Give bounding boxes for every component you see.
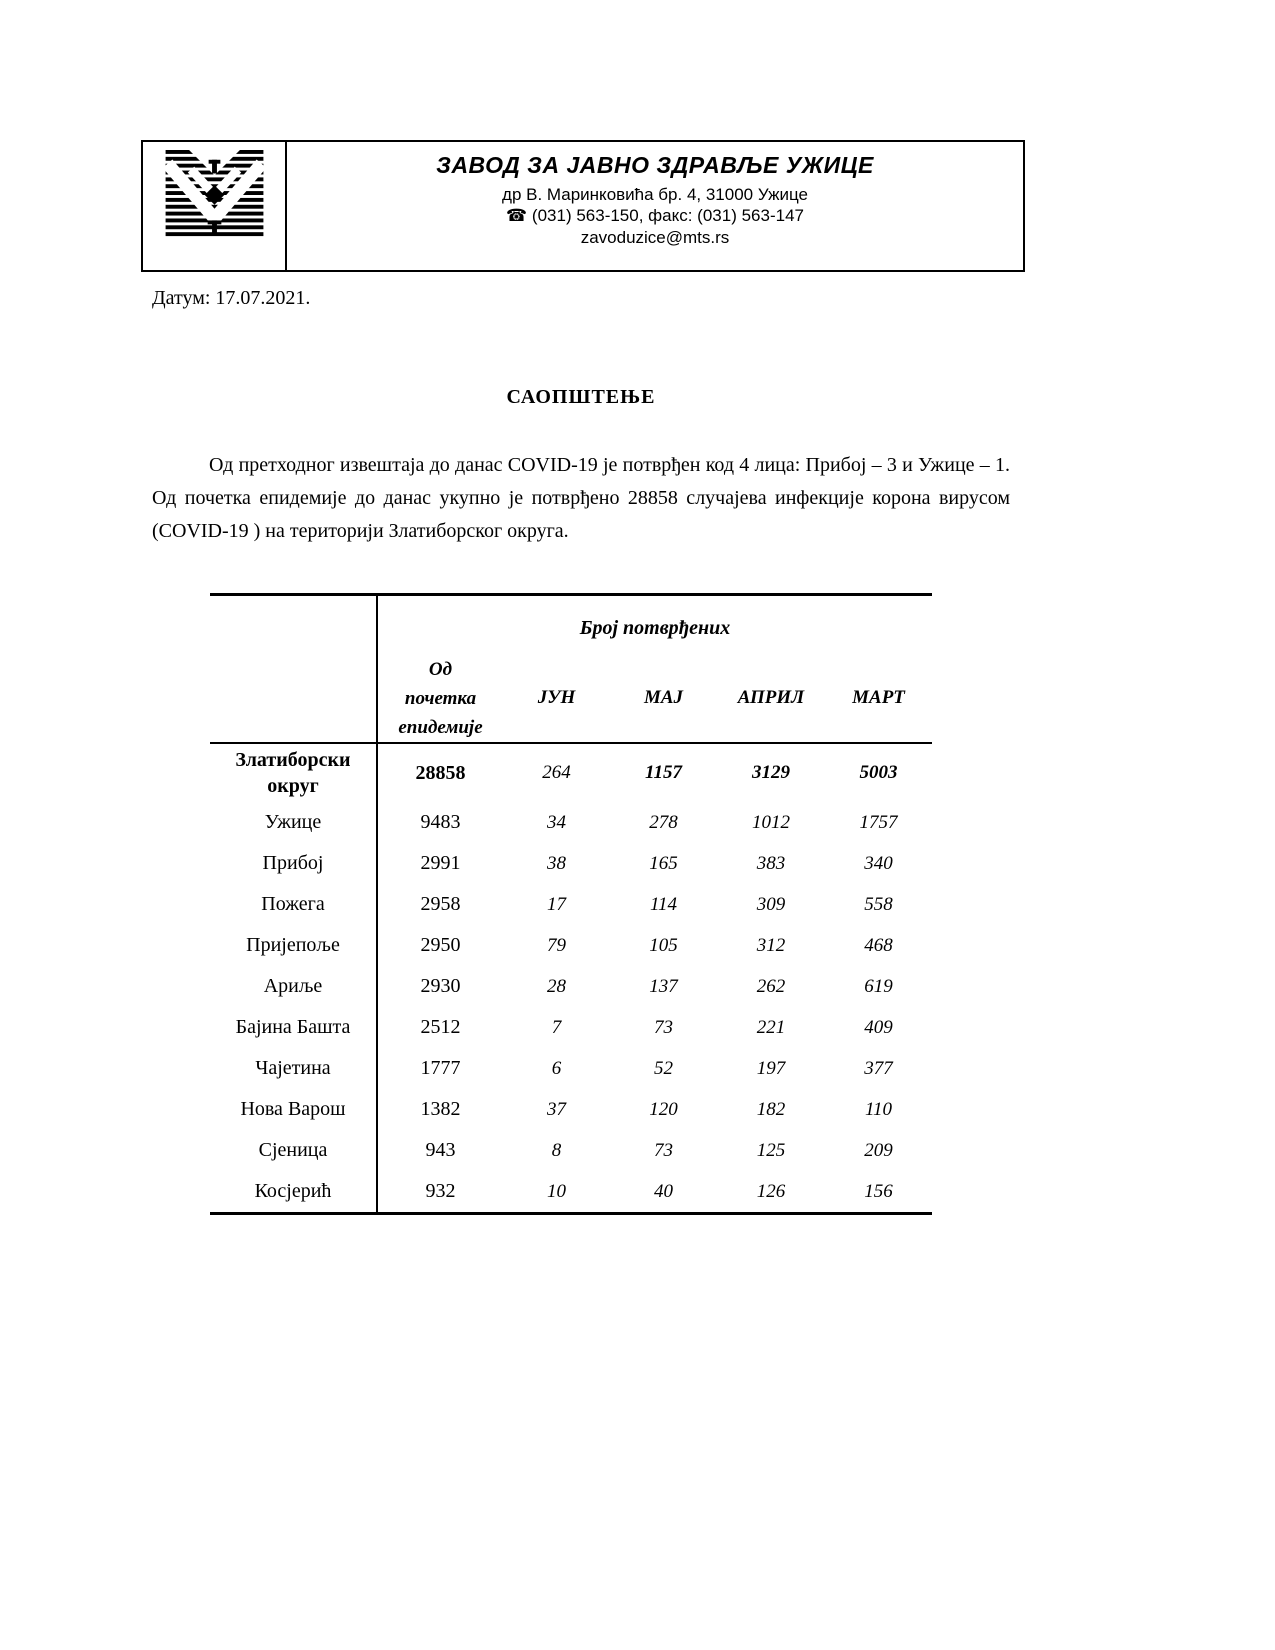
table-row (210, 802, 932, 843)
value-cell: 73 (654, 1016, 673, 1038)
value-cell: 37 (547, 1098, 566, 1120)
value-cell: 40 (654, 1180, 673, 1202)
value-cell: 165 (649, 852, 678, 874)
value-cell: 558 (864, 893, 893, 915)
value-cell: 262 (756, 975, 786, 997)
value-cell: 2930 (420, 975, 461, 997)
table-header-row-span (210, 595, 932, 655)
value-cell: 38 (547, 852, 566, 874)
org-name: ЗАВОД ЗА ЈАВНО ЗДРАВЉЕ УЖИЦЕ (436, 152, 874, 178)
table-row (210, 1130, 932, 1171)
covid-table-body (210, 743, 932, 1214)
value-cell: 619 (864, 975, 893, 997)
value-cell: 28 (547, 975, 566, 997)
value-cell: 5003 (859, 762, 898, 783)
org-email: zavoduzice@mts.rs (580, 228, 730, 247)
value-cell: 3129 (752, 762, 790, 783)
institute-logo-icon (161, 150, 268, 245)
telephone-icon: ☎ (506, 206, 528, 226)
letterhead (141, 140, 1025, 272)
corner-cell (210, 595, 377, 744)
value-cell: 137 (649, 975, 678, 997)
value-cell: 114 (649, 893, 678, 915)
column-header-jun: ЈУН (503, 654, 610, 743)
column-header-epidemic-start: Од почетка епидемије (377, 654, 503, 743)
municipality-name: Прибој (210, 843, 377, 884)
value-cell: 34 (547, 811, 566, 833)
municipality-name: Бајина Башта (210, 1007, 377, 1048)
table-row (210, 743, 932, 802)
value-cell: 182 (756, 1098, 786, 1120)
value-cell: 383 (756, 852, 786, 874)
value-cell: 28858 (415, 761, 466, 784)
value-cell: 340 (864, 852, 893, 874)
value-cell: 1777 (420, 1057, 461, 1079)
table-row (210, 1007, 932, 1048)
value-cell: 1012 (752, 811, 790, 833)
value-cell: 8 (551, 1139, 562, 1161)
value-cell: 2512 (420, 1016, 461, 1038)
date-line: Датум: 17.07.2021. (152, 287, 311, 309)
value-cell: 278 (649, 811, 678, 833)
value-cell: 120 (649, 1098, 678, 1120)
municipality-name: Златиборски округ (210, 743, 377, 802)
value-cell: 125 (756, 1139, 786, 1161)
municipality-name: Чајетина (210, 1048, 377, 1089)
value-cell: 409 (864, 1016, 893, 1038)
value-cell: 110 (864, 1098, 893, 1120)
municipality-name: Пријепоље (210, 925, 377, 966)
value-cell: 221 (756, 1016, 786, 1038)
value-cell: 126 (756, 1180, 786, 1202)
value-cell: 943 (425, 1139, 456, 1161)
table-row (210, 966, 932, 1007)
org-address: др В. Маринковића бр. 4, 31000 Ужице (502, 185, 808, 204)
value-cell: 105 (649, 934, 678, 956)
table-row (210, 884, 932, 925)
table-row (210, 925, 932, 966)
value-cell: 79 (547, 934, 566, 956)
value-cell: 309 (756, 893, 786, 915)
column-header-april: АПРИЛ (717, 654, 825, 743)
value-cell: 1382 (420, 1098, 461, 1120)
column-header-maj: МАЈ (610, 654, 717, 743)
municipality-name: Ариље (210, 966, 377, 1007)
value-cell: 6 (551, 1057, 562, 1079)
value-cell: 52 (654, 1057, 673, 1079)
municipality-name: Сјеница (210, 1130, 377, 1171)
municipality-name: Косјерић (210, 1171, 377, 1214)
value-cell: 7 (551, 1016, 562, 1038)
value-cell: 10 (547, 1180, 566, 1202)
value-cell: 2958 (420, 893, 461, 915)
spanning-header: Број потврђених (579, 616, 731, 639)
column-header-mart: МАРТ (825, 654, 932, 743)
value-cell: 197 (756, 1057, 786, 1079)
org-phone: (031) 563-150, факс: (031) 563-147 (531, 206, 804, 225)
value-cell: 377 (864, 1057, 893, 1079)
value-cell: 2950 (420, 934, 461, 956)
document-title: САОПШТЕЊЕ (506, 386, 656, 408)
value-cell: 264 (542, 762, 571, 783)
table-row (210, 1048, 932, 1089)
value-cell: 73 (654, 1139, 673, 1161)
announcement-paragraph: Од претходног извештаја до данас COVID-19 је потврђен код 4 лица: Прибој – 3 и Ужице – 1. Од почетка епидемије до данас укупно је потврђено 28858 случајева инфекције корона вирусом (COVID-19 ) на територији Златиборског округа. (152, 454, 1010, 542)
table-row (210, 1089, 932, 1130)
logo-cell (143, 142, 287, 270)
value-cell: 1757 (859, 811, 898, 833)
table-row (210, 1171, 932, 1214)
value-cell: 1157 (645, 762, 682, 783)
value-cell: 156 (864, 1180, 893, 1202)
municipality-name: Нова Варош (210, 1089, 377, 1130)
municipality-name: Ужице (210, 802, 377, 843)
value-cell: 468 (864, 934, 893, 956)
value-cell: 9483 (420, 811, 461, 833)
value-cell: 312 (756, 934, 786, 956)
value-cell: 932 (425, 1180, 456, 1202)
municipality-name: Пожега (210, 884, 377, 925)
value-cell: 209 (864, 1139, 893, 1161)
covid-statistics-table (210, 593, 932, 1215)
value-cell: 17 (547, 893, 566, 915)
letterhead-text (287, 142, 1023, 270)
org-phone-line (287, 205, 1023, 227)
value-cell: 2991 (420, 852, 461, 874)
table-row (210, 843, 932, 884)
